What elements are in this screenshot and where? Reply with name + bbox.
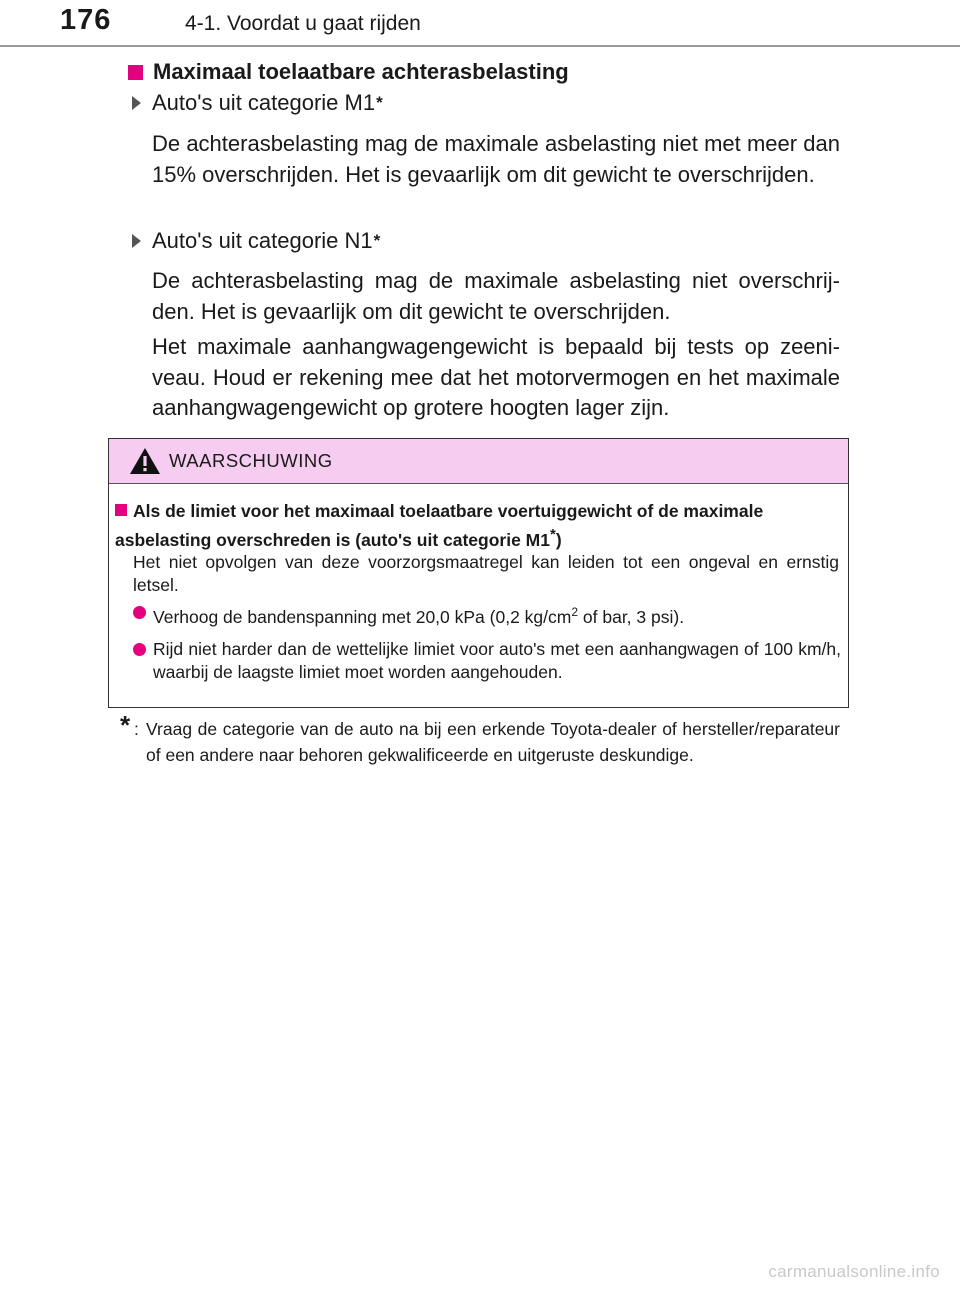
category-n1-label: Auto's uit categorie N1 (152, 228, 373, 253)
footnote-asterisk: * (120, 710, 131, 740)
bullet-text-before: Verhoog de bandenspanning met 20,0 kPa (0,2 kg/cm (153, 607, 572, 627)
category-n1-heading (132, 228, 380, 254)
circle-bullet-icon (133, 643, 146, 656)
section-title (128, 59, 569, 85)
warning-subtitle-end: ) (555, 530, 562, 550)
category-m1-label: Auto's uit categorie M1 (152, 90, 376, 115)
asterisk-mark: * (550, 526, 556, 543)
superscript-two: 2 (571, 605, 579, 619)
warning-subtitle-text: Als de limiet voor het maximaal toelaatbare voertuiggewicht of de maximale asbelasting overschreden is (auto's uit categorie M1 (115, 501, 764, 550)
section-title-text: Maximaal toelaatbare achterasbelasting (153, 59, 569, 84)
triangle-bullet-icon (132, 96, 141, 110)
warning-title: WAARSCHUWING (169, 450, 333, 471)
warning-subtitle (115, 500, 843, 552)
square-bullet-icon (115, 504, 127, 516)
category-m1-heading (132, 90, 383, 116)
bullet-text-after: of bar, 3 psi). (578, 607, 685, 627)
page-number: 176 (60, 4, 112, 36)
category-n1-paragraph-1: De achterasbelasting mag de maximale asbelasting niet overschrijden. Het is gevaarlijk om dit gewicht te overschrijden. (152, 268, 840, 324)
warning-box (108, 438, 849, 708)
category-n1-paragraph-2: Het maximale aanhangwagengewicht is bepaald bij tests op zeeniveau. Houd er rekening mee dat het motorvermogen en het maximale aanhangwagengewicht op grotere hoogten lager zijn. (152, 334, 840, 420)
chapter-title: 4-1. Voordat u gaat rijden (185, 12, 421, 35)
footnote-text: Vraag de categorie van de auto na bij een erkende Toyota-dealer of hersteller/reparateur of een andere naar behoren gekwalificeerde en uitgeruste deskundige. (146, 719, 840, 765)
bullet-text: Rijd niet harder dan de wettelijke limiet voor auto's met een aanhangwagen of 100 km/h, waarbij de laagste limiet moet worden aangehouden. (153, 639, 841, 682)
page-header (0, 0, 960, 48)
watermark: carmanualsonline.info (768, 1262, 940, 1281)
asterisk-mark: * (376, 93, 383, 112)
circle-bullet-icon (133, 606, 146, 619)
asterisk-mark: * (373, 231, 381, 250)
warning-bullet-speed (133, 638, 841, 684)
footnote-colon: : (134, 719, 139, 739)
warning-text: Het niet opvolgen van deze voorzorgsmaatregel kan leiden tot een ongeval en ernstig letsel. (133, 552, 839, 595)
square-bullet-icon (128, 65, 143, 80)
category-m1-paragraph: De achterasbelasting mag de maximale asbelasting niet met meer dan 15% overschrijden. Het is gevaarlijk om dit gewicht te overschrijden. (152, 131, 840, 187)
header-divider (0, 45, 960, 47)
warning-header (109, 439, 848, 484)
warning-triangle-icon (129, 447, 161, 475)
triangle-bullet-icon (132, 234, 141, 248)
warning-bullet-tire-pressure (133, 601, 841, 629)
